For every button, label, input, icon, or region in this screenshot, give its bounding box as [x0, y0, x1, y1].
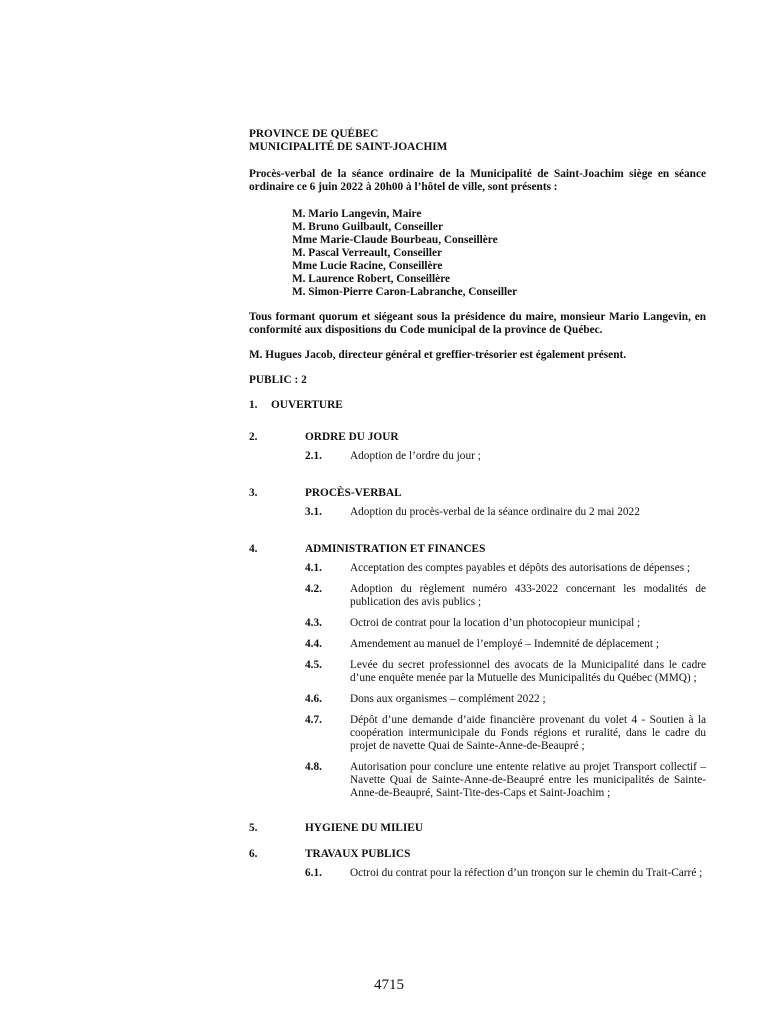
- item-number: 4.1.: [305, 562, 322, 574]
- section-title: TRAVAUX PUBLICS: [305, 848, 411, 860]
- section-heading: [249, 822, 706, 835]
- item-text: Autorisation pour conclure une entente relative au projet Transport collectif – Navette Quai de Sainte-Anne-de-Beaupré entre les municipalités de Sainte-Anne-de-Beaupré, Saint-Tite-des-Caps et Saint-Joachim ;: [350, 761, 706, 799]
- agenda-item: [305, 562, 706, 575]
- section-heading: [249, 848, 706, 861]
- item-number: 4.3.: [305, 617, 322, 629]
- agenda-item: [305, 506, 706, 519]
- agenda-item: [305, 617, 706, 630]
- province-line: PROVINCE DE QUÉBEC: [249, 128, 379, 140]
- quorum-paragraph: Tous formant quorum et siégeant sous la présidence du maire, monsieur Mario Langevin, en conformité aux dispositions du Code municipal de la province de Québec.: [249, 311, 706, 336]
- section-heading: [249, 431, 706, 444]
- section-number: 3.: [249, 487, 258, 499]
- public-count: PUBLIC : 2: [249, 374, 307, 386]
- municipality-line: MUNICIPALITÉ DE SAINT-JOACHIM: [249, 141, 448, 153]
- section-heading: [249, 487, 706, 500]
- member-item: M. Bruno Guilbault, Conseiller: [292, 221, 443, 233]
- agenda-item: [305, 659, 706, 685]
- section-number: 6.: [249, 848, 258, 860]
- agenda-item: [305, 867, 706, 880]
- document-page: [249, 128, 706, 880]
- agenda-item: [305, 693, 706, 706]
- section-number: 4.: [249, 543, 258, 555]
- item-text: Levée du secret professionnel des avocats de la Municipalité dans le cadre d’une enquête menée par la Mutuelle des Municipalités du Québec (MMQ) ;: [350, 659, 706, 684]
- item-number: 6.1.: [305, 867, 322, 879]
- intro-paragraph: Procès-verbal de la séance ordinaire de la Municipalité de Saint-Joachim siège en séance ordinaire ce 6 juin 2022 à 20h00 à l’hôtel de ville, sont présents :: [249, 168, 706, 193]
- member-item: M. Mario Langevin, Maire: [292, 208, 422, 220]
- item-text: Amendement au manuel de l’employé – Indemnité de déplacement ;: [350, 638, 659, 650]
- members-list: [292, 208, 706, 299]
- item-text: Adoption de l’ordre du jour ;: [350, 450, 481, 462]
- section-title: HYGIENE DU MILIEU: [305, 822, 424, 834]
- agenda-item: [305, 761, 706, 800]
- item-text: Adoption du procès-verbal de la séance ordinaire du 2 mai 2022: [350, 506, 640, 518]
- item-number: 4.6.: [305, 693, 322, 705]
- section-heading: [249, 399, 706, 412]
- item-number: 4.4.: [305, 638, 322, 650]
- section-title: OUVERTURE: [271, 399, 343, 411]
- member-item: M. Laurence Robert, Conseillère: [292, 273, 451, 285]
- agenda-item: [305, 638, 706, 651]
- member-item: Mme Lucie Racine, Conseillère: [292, 260, 443, 272]
- item-number: 4.5.: [305, 659, 322, 671]
- section-title: PROCÈS-VERBAL: [305, 487, 402, 499]
- item-text: Dépôt d’une demande d’aide financière provenant du volet 4 - Soutien à la coopération intermunicipale du Fonds régions et ruralité, dans le cadre du projet de navette Quai de Sainte-Anne-de-Beaupré ;: [350, 714, 706, 752]
- item-number: 3.1.: [305, 506, 322, 518]
- agenda-item: [305, 714, 706, 753]
- section-title: ADMINISTRATION ET FINANCES: [305, 543, 486, 555]
- agenda-item: [305, 450, 706, 463]
- section-heading: [249, 543, 706, 556]
- page-number: 4715: [374, 977, 404, 993]
- section-number: 1.: [249, 399, 258, 411]
- director-paragraph: M. Hugues Jacob, directeur général et greffier-trésorier est également présent.: [249, 349, 627, 361]
- item-text: Acceptation des comptes payables et dépôts des autorisations de dépenses ;: [350, 562, 691, 574]
- member-item: M. Pascal Verreault, Conseiller: [292, 247, 443, 259]
- section-number: 2.: [249, 431, 258, 443]
- document-header: [249, 128, 706, 154]
- item-number: 2.1.: [305, 450, 322, 462]
- item-number: 4.8.: [305, 761, 322, 773]
- item-number: 4.7.: [305, 714, 322, 726]
- member-item: M. Simon-Pierre Caron-Labranche, Conseiller: [292, 286, 518, 298]
- item-text: Octroi de contrat pour la location d’un photocopieur municipal ;: [350, 617, 641, 629]
- item-text: Dons aux organismes – complément 2022 ;: [350, 693, 546, 705]
- item-number: 4.2.: [305, 583, 322, 595]
- item-text: Octroi du contrat pour la réfection d’un tronçon sur le chemin du Trait-Carré ;: [350, 867, 703, 879]
- section-title: ORDRE DU JOUR: [305, 431, 399, 443]
- item-text: Adoption du règlement numéro 433-2022 concernant les modalités de publication des avis publics ;: [350, 583, 706, 608]
- member-item: Mme Marie-Claude Bourbeau, Conseillère: [292, 234, 498, 246]
- agenda-item: [305, 583, 706, 609]
- section-number: 5.: [249, 822, 258, 834]
